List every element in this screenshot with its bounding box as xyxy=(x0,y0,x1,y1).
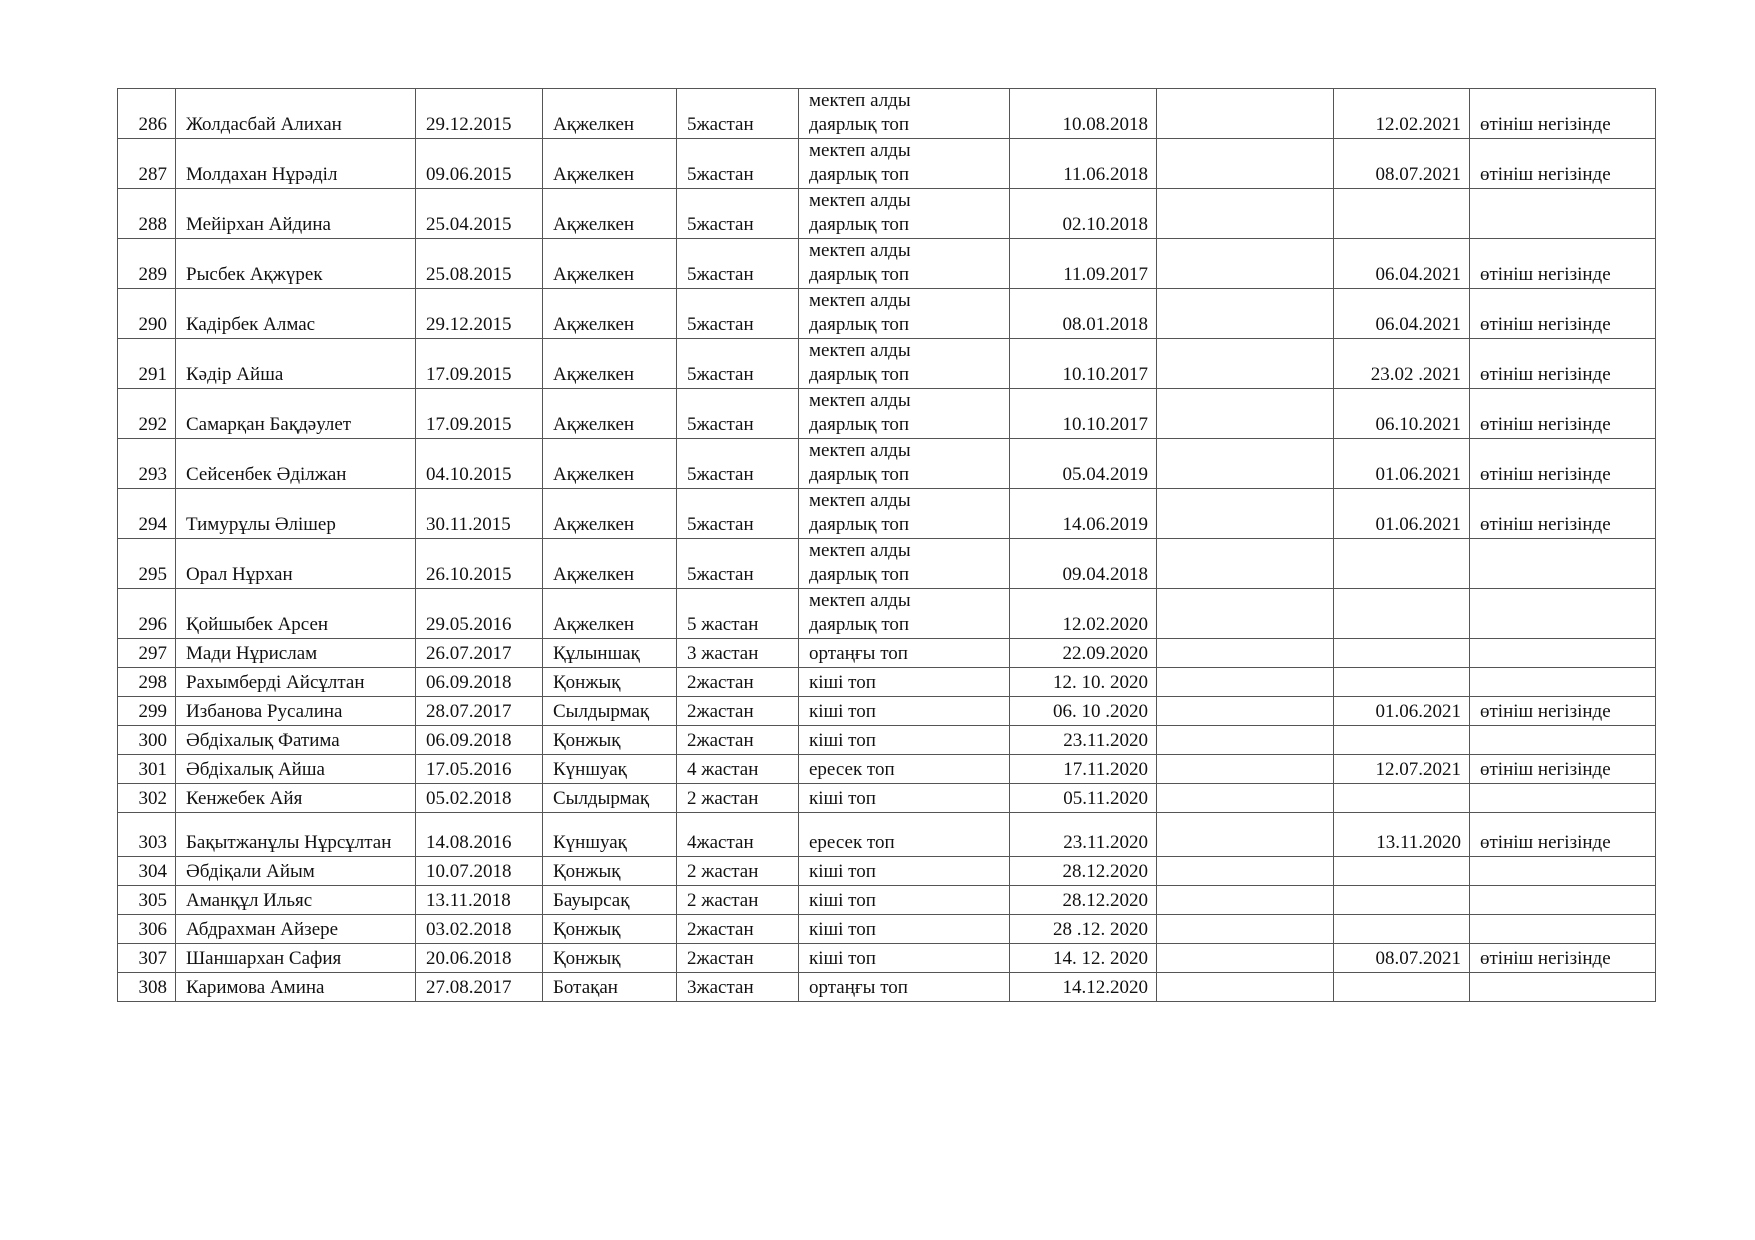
child-name: Әбдіқали Айым xyxy=(176,857,416,886)
group-name: Күншуақ xyxy=(543,813,677,857)
group-name: Ақжелкен xyxy=(543,89,677,139)
age-group: 5жастан xyxy=(677,389,799,439)
child-name: Тимурұлы Әлішер xyxy=(176,489,416,539)
group-type xyxy=(799,589,1010,639)
leave-reason: өтініш негізінде xyxy=(1470,439,1656,489)
table-row xyxy=(118,539,1656,589)
birth-date: 09.06.2015 xyxy=(416,139,543,189)
child-name: Орал Нұрхан xyxy=(176,539,416,589)
group-name: Қонжық xyxy=(543,857,677,886)
table-row xyxy=(118,973,1656,1002)
group-type-line: даярлық топ xyxy=(809,114,910,135)
table-row xyxy=(118,857,1656,886)
group-type-line: мектеп алды xyxy=(809,290,911,311)
age-group: 4 жастан xyxy=(677,755,799,784)
birth-date: 05.02.2018 xyxy=(416,784,543,813)
extra-cell xyxy=(1157,439,1334,489)
age-group: 5жастан xyxy=(677,439,799,489)
extra-cell xyxy=(1157,697,1334,726)
birth-date: 03.02.2018 xyxy=(416,915,543,944)
group-type-line: мектеп алды xyxy=(809,590,911,611)
row-number: 303 xyxy=(118,813,176,857)
enroll-date: 09.04.2018 xyxy=(1010,539,1157,589)
leave-date xyxy=(1334,726,1470,755)
table-row xyxy=(118,239,1656,289)
enroll-date: 06. 10 .2020 xyxy=(1010,697,1157,726)
group-type-line: мектеп алды xyxy=(809,90,911,111)
row-number: 298 xyxy=(118,668,176,697)
birth-date: 29.12.2015 xyxy=(416,89,543,139)
birth-date: 28.07.2017 xyxy=(416,697,543,726)
enroll-date: 14.06.2019 xyxy=(1010,489,1157,539)
table-row xyxy=(118,944,1656,973)
group-type xyxy=(799,813,1010,857)
group-type xyxy=(799,857,1010,886)
extra-cell xyxy=(1157,915,1334,944)
leave-reason xyxy=(1470,189,1656,239)
child-name: Сейсенбек Әділжан xyxy=(176,439,416,489)
group-type-line: кіші топ xyxy=(809,861,876,882)
leave-date: 12.02.2021 xyxy=(1334,89,1470,139)
child-name: Самарқан Бақдәулет xyxy=(176,389,416,439)
child-name: Кәдір Айша xyxy=(176,339,416,389)
enroll-date: 05.11.2020 xyxy=(1010,784,1157,813)
leave-reason: өтініш негізінде xyxy=(1470,339,1656,389)
table-row xyxy=(118,489,1656,539)
leave-date xyxy=(1334,539,1470,589)
child-name: Молдахан Нұрәділ xyxy=(176,139,416,189)
group-type-line: даярлық топ xyxy=(809,414,910,435)
birth-date: 25.08.2015 xyxy=(416,239,543,289)
group-name: Құлыншақ xyxy=(543,639,677,668)
enroll-date: 10.10.2017 xyxy=(1010,389,1157,439)
table-row xyxy=(118,886,1656,915)
group-type xyxy=(799,755,1010,784)
table-row xyxy=(118,89,1656,139)
extra-cell xyxy=(1157,755,1334,784)
extra-cell xyxy=(1157,489,1334,539)
table-row xyxy=(118,726,1656,755)
group-name: Қонжық xyxy=(543,944,677,973)
child-name: Избанова Русалина xyxy=(176,697,416,726)
row-number: 291 xyxy=(118,339,176,389)
enroll-date: 11.06.2018 xyxy=(1010,139,1157,189)
age-group: 2 жастан xyxy=(677,784,799,813)
group-type-line: кіші топ xyxy=(809,730,876,751)
row-number: 288 xyxy=(118,189,176,239)
extra-cell xyxy=(1157,668,1334,697)
row-number: 293 xyxy=(118,439,176,489)
group-type xyxy=(799,726,1010,755)
birth-date: 17.05.2016 xyxy=(416,755,543,784)
leave-reason: өтініш негізінде xyxy=(1470,89,1656,139)
leave-reason xyxy=(1470,539,1656,589)
row-number: 297 xyxy=(118,639,176,668)
birth-date: 20.06.2018 xyxy=(416,944,543,973)
leave-date xyxy=(1334,886,1470,915)
leave-date xyxy=(1334,973,1470,1002)
row-number: 301 xyxy=(118,755,176,784)
group-type-line: мектеп алды xyxy=(809,140,911,161)
leave-date: 06.04.2021 xyxy=(1334,289,1470,339)
leave-reason xyxy=(1470,668,1656,697)
table-row xyxy=(118,668,1656,697)
extra-cell xyxy=(1157,389,1334,439)
group-type-line: кіші топ xyxy=(809,672,876,693)
birth-date: 13.11.2018 xyxy=(416,886,543,915)
child-name: Абдрахман Айзере xyxy=(176,915,416,944)
leave-date xyxy=(1334,915,1470,944)
table-row xyxy=(118,813,1656,857)
row-number: 295 xyxy=(118,539,176,589)
child-name: Каримова Амина xyxy=(176,973,416,1002)
table-row xyxy=(118,639,1656,668)
birth-date: 29.05.2016 xyxy=(416,589,543,639)
extra-cell xyxy=(1157,784,1334,813)
group-type-line: ересек топ xyxy=(809,759,895,780)
child-name: Бақытжанұлы Нұрсұлтан xyxy=(176,813,416,857)
group-type xyxy=(799,697,1010,726)
extra-cell xyxy=(1157,139,1334,189)
enroll-date: 28.12.2020 xyxy=(1010,857,1157,886)
enroll-date: 17.11.2020 xyxy=(1010,755,1157,784)
leave-date: 08.07.2021 xyxy=(1334,944,1470,973)
table-row xyxy=(118,389,1656,439)
group-type-line: кіші топ xyxy=(809,890,876,911)
group-type xyxy=(799,139,1010,189)
leave-reason: өтініш негізінде xyxy=(1470,489,1656,539)
leave-date: 12.07.2021 xyxy=(1334,755,1470,784)
enroll-date: 10.08.2018 xyxy=(1010,89,1157,139)
table-row xyxy=(118,339,1656,389)
leave-reason: өтініш негізінде xyxy=(1470,289,1656,339)
table-row xyxy=(118,755,1656,784)
birth-date: 06.09.2018 xyxy=(416,668,543,697)
leave-reason: өтініш негізінде xyxy=(1470,944,1656,973)
enroll-date: 28.12.2020 xyxy=(1010,886,1157,915)
enroll-date: 12.02.2020 xyxy=(1010,589,1157,639)
age-group: 2жастан xyxy=(677,697,799,726)
birth-date: 25.04.2015 xyxy=(416,189,543,239)
group-type-line: ересек топ xyxy=(809,832,895,853)
group-type-line: мектеп алды xyxy=(809,340,911,361)
row-number: 292 xyxy=(118,389,176,439)
extra-cell xyxy=(1157,89,1334,139)
child-name: Жолдасбай Алихан xyxy=(176,89,416,139)
child-name: Әбдіхалық Фатима xyxy=(176,726,416,755)
child-name: Аманқұл Ильяс xyxy=(176,886,416,915)
group-type xyxy=(799,89,1010,139)
leave-date: 01.06.2021 xyxy=(1334,439,1470,489)
group-name: Ақжелкен xyxy=(543,539,677,589)
group-name: Қонжық xyxy=(543,668,677,697)
enroll-date: 11.09.2017 xyxy=(1010,239,1157,289)
age-group: 5жастан xyxy=(677,239,799,289)
birth-date: 26.10.2015 xyxy=(416,539,543,589)
group-name: Ақжелкен xyxy=(543,589,677,639)
age-group: 2жастан xyxy=(677,944,799,973)
child-name: Кенжебек Айя xyxy=(176,784,416,813)
leave-reason: өтініш негізінде xyxy=(1470,813,1656,857)
enroll-date: 14.12.2020 xyxy=(1010,973,1157,1002)
leave-reason xyxy=(1470,973,1656,1002)
table-row xyxy=(118,189,1656,239)
age-group: 5жастан xyxy=(677,139,799,189)
age-group: 2 жастан xyxy=(677,857,799,886)
extra-cell xyxy=(1157,886,1334,915)
child-name: Рысбек Ақжүрек xyxy=(176,239,416,289)
group-type-line: даярлық топ xyxy=(809,464,910,485)
table-row xyxy=(118,697,1656,726)
group-type-line: кіші топ xyxy=(809,948,876,969)
leave-date: 01.06.2021 xyxy=(1334,489,1470,539)
table-row xyxy=(118,289,1656,339)
extra-cell xyxy=(1157,239,1334,289)
group-type xyxy=(799,784,1010,813)
group-name: Сылдырмақ xyxy=(543,697,677,726)
table-row xyxy=(118,439,1656,489)
birth-date: 06.09.2018 xyxy=(416,726,543,755)
child-name: Қойшыбек Арсен xyxy=(176,589,416,639)
birth-date: 26.07.2017 xyxy=(416,639,543,668)
group-type-line: даярлық топ xyxy=(809,214,910,235)
group-type xyxy=(799,639,1010,668)
enroll-date: 12. 10. 2020 xyxy=(1010,668,1157,697)
group-type-line: кіші топ xyxy=(809,919,876,940)
birth-date: 14.08.2016 xyxy=(416,813,543,857)
row-number: 296 xyxy=(118,589,176,639)
group-type xyxy=(799,339,1010,389)
birth-date: 29.12.2015 xyxy=(416,289,543,339)
leave-date: 06.10.2021 xyxy=(1334,389,1470,439)
group-type-line: даярлық топ xyxy=(809,514,910,535)
row-number: 287 xyxy=(118,139,176,189)
group-type-line: мектеп алды xyxy=(809,440,911,461)
leave-date xyxy=(1334,668,1470,697)
group-type xyxy=(799,189,1010,239)
enroll-date: 23.11.2020 xyxy=(1010,726,1157,755)
row-number: 308 xyxy=(118,973,176,1002)
group-name: Ботақан xyxy=(543,973,677,1002)
birth-date: 30.11.2015 xyxy=(416,489,543,539)
enroll-date: 14. 12. 2020 xyxy=(1010,944,1157,973)
children-register-table xyxy=(117,88,1656,1002)
enroll-date: 05.04.2019 xyxy=(1010,439,1157,489)
group-type-line: даярлық топ xyxy=(809,314,910,335)
table-row xyxy=(118,915,1656,944)
table-row xyxy=(118,784,1656,813)
age-group: 2жастан xyxy=(677,668,799,697)
row-number: 307 xyxy=(118,944,176,973)
group-type-line: кіші топ xyxy=(809,701,876,722)
birth-date: 17.09.2015 xyxy=(416,389,543,439)
row-number: 290 xyxy=(118,289,176,339)
leave-reason: өтініш негізінде xyxy=(1470,139,1656,189)
extra-cell xyxy=(1157,857,1334,886)
birth-date: 04.10.2015 xyxy=(416,439,543,489)
age-group: 5 жастан xyxy=(677,589,799,639)
enroll-date: 08.01.2018 xyxy=(1010,289,1157,339)
age-group: 4жастан xyxy=(677,813,799,857)
group-type xyxy=(799,915,1010,944)
row-number: 306 xyxy=(118,915,176,944)
child-name: Кадірбек Алмас xyxy=(176,289,416,339)
extra-cell xyxy=(1157,339,1334,389)
extra-cell xyxy=(1157,289,1334,339)
row-number: 286 xyxy=(118,89,176,139)
enroll-date: 23.11.2020 xyxy=(1010,813,1157,857)
leave-date: 01.06.2021 xyxy=(1334,697,1470,726)
age-group: 2жастан xyxy=(677,726,799,755)
child-name: Шаншархан Сафия xyxy=(176,944,416,973)
age-group: 5жастан xyxy=(677,539,799,589)
age-group: 5жастан xyxy=(677,289,799,339)
leave-reason xyxy=(1470,857,1656,886)
enroll-date: 22.09.2020 xyxy=(1010,639,1157,668)
age-group: 5жастан xyxy=(677,189,799,239)
group-name: Ақжелкен xyxy=(543,339,677,389)
leave-date: 08.07.2021 xyxy=(1334,139,1470,189)
enroll-date: 28 .12. 2020 xyxy=(1010,915,1157,944)
child-name: Мейірхан Айдина xyxy=(176,189,416,239)
leave-reason: өтініш негізінде xyxy=(1470,239,1656,289)
group-type-line: мектеп алды xyxy=(809,390,911,411)
leave-date xyxy=(1334,857,1470,886)
group-type xyxy=(799,973,1010,1002)
group-type-line: даярлық топ xyxy=(809,264,910,285)
row-number: 300 xyxy=(118,726,176,755)
extra-cell xyxy=(1157,539,1334,589)
extra-cell xyxy=(1157,726,1334,755)
leave-reason xyxy=(1470,726,1656,755)
age-group: 5жастан xyxy=(677,89,799,139)
child-name: Рахымберді Айсұлтан xyxy=(176,668,416,697)
group-type xyxy=(799,539,1010,589)
group-type xyxy=(799,489,1010,539)
group-name: Қонжық xyxy=(543,726,677,755)
extra-cell xyxy=(1157,189,1334,239)
table-body xyxy=(118,89,1656,1002)
table-row xyxy=(118,139,1656,189)
age-group: 5жастан xyxy=(677,339,799,389)
birth-date: 17.09.2015 xyxy=(416,339,543,389)
group-type xyxy=(799,439,1010,489)
birth-date: 27.08.2017 xyxy=(416,973,543,1002)
leave-reason: өтініш негізінде xyxy=(1470,755,1656,784)
group-type-line: ортаңғы топ xyxy=(809,643,908,664)
leave-date xyxy=(1334,639,1470,668)
group-name: Ақжелкен xyxy=(543,289,677,339)
leave-reason xyxy=(1470,784,1656,813)
group-name: Ақжелкен xyxy=(543,189,677,239)
leave-date xyxy=(1334,589,1470,639)
age-group: 2жастан xyxy=(677,915,799,944)
group-type xyxy=(799,886,1010,915)
leave-date: 23.02 .2021 xyxy=(1334,339,1470,389)
table-row xyxy=(118,589,1656,639)
birth-date: 10.07.2018 xyxy=(416,857,543,886)
child-name: Әбдіхалық Айша xyxy=(176,755,416,784)
row-number: 305 xyxy=(118,886,176,915)
group-type xyxy=(799,389,1010,439)
group-type-line: даярлық топ xyxy=(809,164,910,185)
group-type xyxy=(799,668,1010,697)
extra-cell xyxy=(1157,639,1334,668)
age-group: 3жастан xyxy=(677,973,799,1002)
row-number: 304 xyxy=(118,857,176,886)
group-name: Ақжелкен xyxy=(543,139,677,189)
age-group: 3 жастан xyxy=(677,639,799,668)
group-type xyxy=(799,944,1010,973)
leave-date: 13.11.2020 xyxy=(1334,813,1470,857)
leave-reason xyxy=(1470,915,1656,944)
group-type-line: мектеп алды xyxy=(809,540,911,561)
group-name: Сылдырмақ xyxy=(543,784,677,813)
extra-cell xyxy=(1157,944,1334,973)
row-number: 299 xyxy=(118,697,176,726)
enroll-date: 02.10.2018 xyxy=(1010,189,1157,239)
group-name: Ақжелкен xyxy=(543,489,677,539)
leave-reason xyxy=(1470,886,1656,915)
leave-reason xyxy=(1470,589,1656,639)
extra-cell xyxy=(1157,973,1334,1002)
age-group: 5жастан xyxy=(677,489,799,539)
leave-reason: өтініш негізінде xyxy=(1470,697,1656,726)
group-type-line: даярлық топ xyxy=(809,614,910,635)
group-type-line: кіші топ xyxy=(809,788,876,809)
group-name: Ақжелкен xyxy=(543,389,677,439)
enroll-date: 10.10.2017 xyxy=(1010,339,1157,389)
group-name: Ақжелкен xyxy=(543,239,677,289)
leave-date xyxy=(1334,784,1470,813)
group-name: Күншуақ xyxy=(543,755,677,784)
group-name: Ақжелкен xyxy=(543,439,677,489)
leave-date xyxy=(1334,189,1470,239)
age-group: 2 жастан xyxy=(677,886,799,915)
leave-reason xyxy=(1470,639,1656,668)
group-type-line: мектеп алды xyxy=(809,490,911,511)
extra-cell xyxy=(1157,813,1334,857)
group-type-line: мектеп алды xyxy=(809,190,911,211)
group-type-line: ортаңғы топ xyxy=(809,977,908,998)
extra-cell xyxy=(1157,589,1334,639)
group-type-line: мектеп алды xyxy=(809,240,911,261)
row-number: 294 xyxy=(118,489,176,539)
group-type-line: даярлық топ xyxy=(809,564,910,585)
group-type xyxy=(799,239,1010,289)
leave-reason: өтініш негізінде xyxy=(1470,389,1656,439)
child-name: Мади Нұрислам xyxy=(176,639,416,668)
leave-date: 06.04.2021 xyxy=(1334,239,1470,289)
group-name: Бауырсақ xyxy=(543,886,677,915)
row-number: 302 xyxy=(118,784,176,813)
group-name: Қонжық xyxy=(543,915,677,944)
group-type xyxy=(799,289,1010,339)
row-number: 289 xyxy=(118,239,176,289)
group-type-line: даярлық топ xyxy=(809,364,910,385)
